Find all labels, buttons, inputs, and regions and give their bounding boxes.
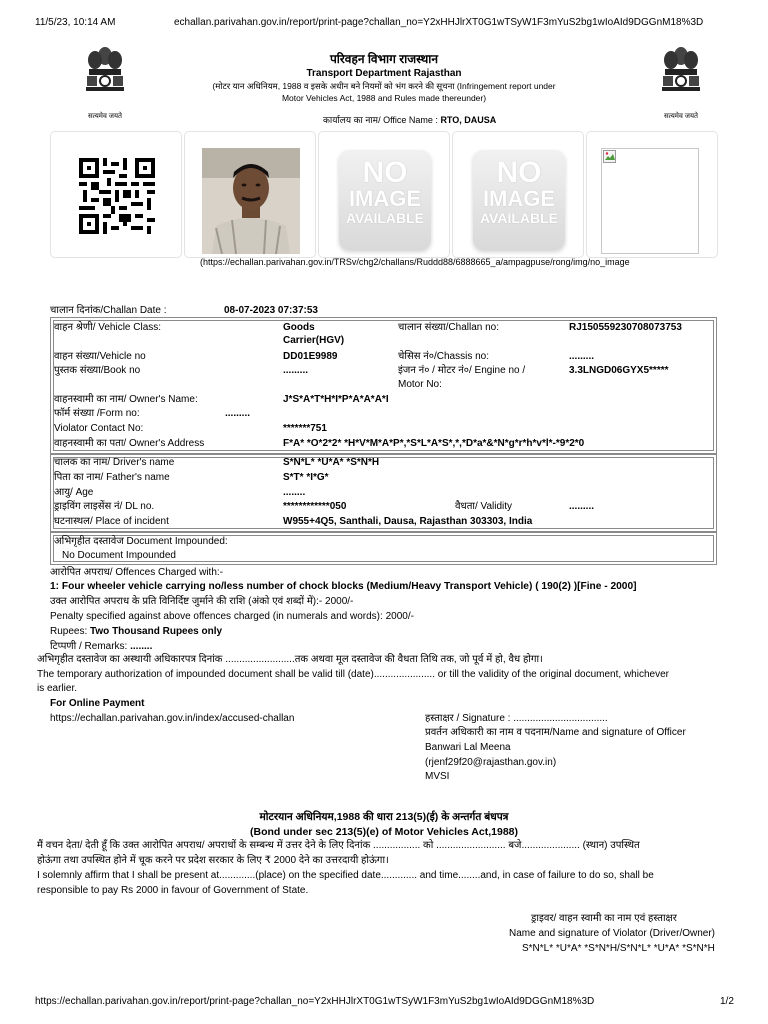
chassis-label: चेसिस नं०/Chassis no: — [398, 351, 490, 362]
broken-image-card — [586, 131, 718, 258]
ashoka-emblem-icon — [657, 44, 705, 110]
qr-card — [50, 131, 182, 258]
bond-english-1: I solemnly affirm that I shall be present at.............(place) on the specified date............. and time........and, in case of failure to do so, shall be — [37, 870, 654, 881]
officer-signature: हस्ताक्षर / Signature : .................................. — [425, 713, 608, 724]
driver-photo — [202, 148, 300, 254]
qr-code-icon — [79, 158, 155, 234]
page-number: 1/2 — [720, 996, 734, 1007]
contact-no-label: Violator Contact No: — [54, 423, 144, 434]
no-image-placeholder: NO IMAGE AVAILABLE — [473, 150, 565, 250]
age-value: ........ — [283, 487, 306, 498]
age-label: आयु/ Age — [54, 487, 94, 498]
rupees-line — [50, 625, 222, 638]
driver-name-label: चालक का नाम/ Driver's name — [54, 457, 175, 468]
officer-designation: MVSI — [425, 771, 450, 782]
driver-photo-card — [184, 131, 316, 258]
remarks-line — [50, 640, 152, 653]
owner-name-value: J*S*A*T*H*I*P*A*A*A*I — [283, 394, 389, 405]
challan-no-value: RJ150559230708073753 — [569, 322, 682, 333]
vehicle-class-label: वाहन श्रेणी/ Vehicle Class: — [54, 322, 162, 333]
challan-date-label: चालान दिनांक/Challan Date : — [50, 305, 167, 316]
subtitle-line-1: (मोटर यान अधिनियम, 1988 व इसके अधीन बने नियमों को भंग करने की सूचना (Infringement report under — [212, 81, 556, 91]
dl-no-value: ************050 — [283, 501, 347, 512]
challan-date-value: 08-07-2023 07:37:53 — [224, 305, 318, 316]
emblem-right — [655, 44, 707, 121]
owner-name-label: वाहनस्वामी का नाम/ Owner's Name: — [54, 394, 198, 405]
violator-value: S*N*L* *U*A* *S*N*H/S*N*L* *U*A* *S*N*H — [522, 943, 715, 954]
remarks-label: टिप्पणी / Remarks: — [50, 641, 128, 652]
image-url-overlay: (https://echallan.parivahan.gov.in/TRSv/chg2/challans/Ruddd88/6888665_a/ampagpuse/rong/img/no_image — [200, 257, 630, 267]
print-url: echallan.parivahan.gov.in/report/print-page?challan_no=Y2xHHJlrXT0G1wTSyW1F3mYuS2bg1wIoAId9DGGnM18%3D — [174, 17, 704, 28]
driver-name-value: S*N*L* *U*A* *S*N*H — [283, 457, 380, 468]
emblem-left — [79, 44, 131, 121]
book-no-value: ......... — [283, 365, 309, 376]
vehicle-no-value: DD01E9989 — [283, 351, 338, 362]
vehicle-details-box — [50, 317, 717, 454]
bond-title-english: (Bond under sec 213(5)(e) of Motor Vehicles Act,1988) — [249, 826, 518, 838]
bond-hindi-1: मैं वचन देता/ देती हूँ कि उक्त आरोपित अपराध/ अपराधों के सम्बन्ध में उत्तर देने के लिए दिनांक ................. को ......................... बजे..................... (स्थान) उपस्थित — [37, 840, 640, 851]
page-title: Transport Department Rajasthan — [306, 68, 462, 79]
contact-no-value: *******751 — [283, 423, 327, 434]
officer-name: Banwari Lal Meena — [425, 742, 511, 753]
form-no-label: फॉर्म संख्या /Form no: — [54, 408, 140, 419]
footer-url: https://echallan.parivahan.gov.in/report/print-page?challan_no=Y2xHHJlrXT0G1wTSyW1F3mYuS2bg1wIoAId9DGGnM18%3D — [35, 996, 595, 1007]
bond-english-2: responsible to pay Rs 2000 in favour of Government of State. — [37, 885, 309, 896]
impounded-label: अभिगृहीत दस्तावेज Document Impounded: — [54, 536, 228, 547]
owner-address-label: वाहनस्वामी का पता/ Owner's Address — [54, 438, 205, 449]
owner-address-value: F*A* *O*2*2* *H*V*M*A*P*,*S*L*A*S*,*,*D*a*&*N*g*r*h*v*l*-*9*2*0 — [283, 438, 585, 449]
office-label: कार्यालय का नाम/ Office Name : — [323, 115, 438, 125]
no-image-card-2 — [452, 131, 584, 258]
engine-value: 3.3LNGD06GYX5***** — [569, 365, 669, 376]
penalty-english: Penalty specified against above offences charged (in numerals and words): 2000/- — [50, 611, 414, 622]
engine-label-2: Motor No: — [398, 379, 442, 390]
father-name-value: S*T* *I*G* — [283, 472, 329, 483]
form-no-value: ......... — [225, 408, 251, 419]
temporary-english-2: is earlier. — [37, 683, 78, 694]
book-no-label: पुस्तक संख्या/Book no — [54, 365, 141, 376]
remarks-value: ........ — [130, 641, 153, 652]
rupees-label: Rupees: — [50, 626, 88, 637]
penalty-hindi: उक्त आरोपित अपराध के प्रति विनिर्दिष्ट जुर्माने की राशि (अंको एवं शब्दों में):- 2000/- — [50, 596, 354, 607]
subtitle-line-2: Motor Vehicles Act, 1988 and Rules made thereunder) — [281, 93, 487, 103]
officer-email: (rjenf29f20@rajasthan.gov.in) — [425, 757, 557, 768]
vehicle-class-value-2: Carrier(HGV) — [283, 335, 345, 346]
online-payment-link[interactable]: https://echallan.parivahan.gov.in/index/accused-challan — [50, 713, 295, 724]
hindi-title: परिवहन विभाग राजस्थान — [329, 52, 439, 66]
father-name-label: पिता का नाम/ Father's name — [54, 472, 170, 483]
vehicle-no-label: वाहन संख्या/Vehicle no — [54, 351, 146, 362]
violator-label: Name and signature of Violator (Driver/Owner) — [509, 928, 716, 939]
offence-item: 1: Four wheeler vehicle carrying no/less number of chock blocks (Medium/Heavy Transport Vehicle) ( 190(2) )[Fine - 2000] — [50, 581, 637, 592]
print-datetime: 11/5/23, 10:14 AM — [35, 17, 116, 28]
ashoka-emblem-icon — [81, 44, 129, 110]
temporary-hindi: अभिगृहीत दस्तावेज का अस्थायी अधिकारपत्र दिनांक .........................तक अथवा मूल दस्तावेज की वैधता तिथि तक, जो पूर्व में हो, वैध होगा। — [37, 654, 543, 665]
bond-title-hindi: मोटरयान अधिनियम,1988 की धारा 213(5)(ई) के अन्तर्गत बंधपत्र — [259, 811, 509, 823]
rupees-value: Two Thousand Rupees only — [90, 626, 223, 637]
broken-image-icon — [603, 150, 617, 164]
place-value: W955+4Q5, Santhali, Dausa, Rajasthan 303303, India — [283, 516, 533, 527]
online-payment-title: For Online Payment — [50, 698, 145, 709]
engine-label-1: इंजन नं० / मोटर नं०/ Engine no / — [398, 365, 526, 376]
challan-no-label: चालान संख्या/Challan no: — [398, 322, 500, 333]
dl-no-label: ड्राइविंग लाइसेंस नं/ DL no. — [54, 501, 155, 512]
chassis-value: ......... — [569, 351, 595, 362]
emblem-caption: सत्यमेव जयते — [87, 113, 123, 120]
vehicle-class-value-1: Goods — [283, 322, 315, 333]
no-image-placeholder: NO IMAGE AVAILABLE — [339, 150, 431, 250]
temporary-english-1: The temporary authorization of impounded document shall be valid till (date)...................... or till the validity of the original document, whichever — [37, 669, 669, 680]
validity-label: वैधता/ Validity — [455, 501, 513, 512]
no-image-card-1 — [318, 131, 450, 258]
validity-value: ......... — [569, 501, 595, 512]
bond-hindi-2: होऊंगा तथा उपस्थित होने में चूक करने पर प्रदेश सरकार के लिए ₹ 2000 देने का उत्तरदायी होऊंगा। — [37, 855, 389, 866]
impounded-value: No Document Impounded — [62, 550, 176, 561]
officer-title: प्रवर्तन अधिकारी का नाम व पदनाम/Name and signature of Officer — [425, 727, 686, 738]
title-block — [180, 52, 588, 104]
offences-label: आरोपित अपराध/ Offences Charged with:- — [50, 567, 224, 578]
violator-hindi-label: ड्राइवर/ वाहन स्वामी का नाम एवं हस्ताक्षर — [531, 913, 677, 924]
office-name — [323, 114, 496, 126]
broken-image-frame — [601, 148, 699, 254]
place-label: घटनास्थल/ Place of incident — [54, 516, 169, 527]
emblem-caption: सत्यमेव जयते — [663, 113, 699, 120]
office-value: RTO, DAUSA — [440, 115, 497, 125]
